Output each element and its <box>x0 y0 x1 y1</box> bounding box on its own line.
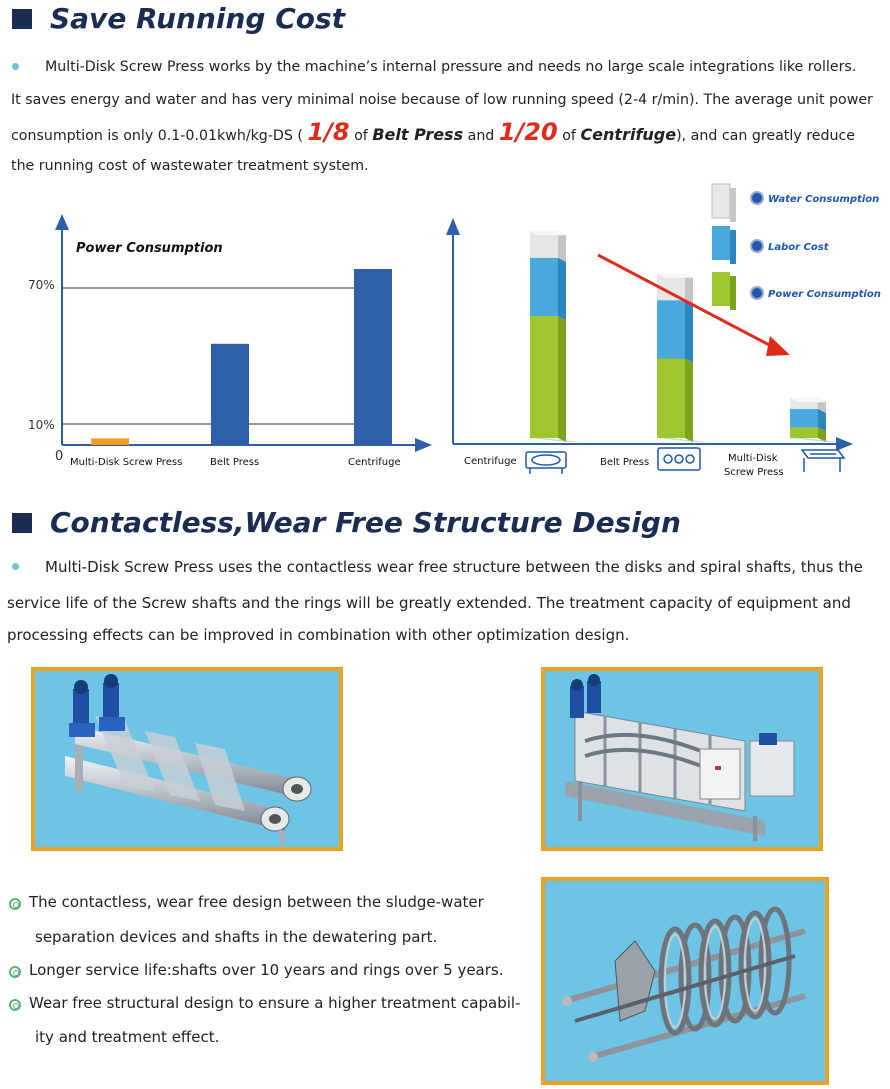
section-title-save-running-cost: Save Running Cost <box>50 2 346 35</box>
section-marker <box>12 513 32 533</box>
bar-belt-press <box>211 344 249 445</box>
disk-stack-photo <box>541 877 829 1085</box>
y-tick-70: 70% <box>28 278 55 292</box>
legend-power: Power Consumption <box>768 289 881 300</box>
feature-1-line-2: separation devices and shafts in the dewatering part. <box>35 928 438 946</box>
feature-3-line-2: ity and treatment effect. <box>35 1028 220 1046</box>
intro-line-4: the running cost of wastewater treatment system. <box>11 158 369 174</box>
cat-belt-press: Belt Press <box>600 457 650 468</box>
ring-bullet-icon <box>9 999 21 1011</box>
x-label-belt-press: Belt Press <box>210 457 260 468</box>
segment-side-belt-press <box>685 274 693 305</box>
belt-press-icon <box>658 448 700 470</box>
bar-shadow-centrifuge <box>530 438 580 442</box>
legend-water: Water Consumption <box>768 194 880 205</box>
segment-side-centrifuge <box>558 258 566 320</box>
legend-labor: Labor Cost <box>768 242 829 253</box>
segment-side-belt-press <box>685 359 693 443</box>
ratio-centrifuge: 1/20 <box>498 118 558 146</box>
y-tick-10: 10% <box>28 418 55 432</box>
ring-bullet-icon <box>9 966 21 978</box>
cat-multi-disk-b: Screw Press <box>724 467 784 478</box>
bullet-dot <box>12 563 19 570</box>
bar-centrifuge <box>354 269 392 445</box>
y-tick-0: 0 <box>55 449 64 464</box>
segment-multi-disk-screw-press-labor-cost <box>790 409 818 428</box>
screw-shafts-photo <box>31 667 343 851</box>
belt-press-text: Belt Press <box>372 125 464 144</box>
x-label-centrifuge: Centrifuge <box>348 457 401 468</box>
segment-belt-press-labor-cost <box>657 300 685 358</box>
segment-multi-disk-screw-press-power-consumption <box>790 427 818 438</box>
segment-side-centrifuge <box>558 231 566 261</box>
dewatering-machine-photo <box>541 667 823 851</box>
power-consumption-chart <box>0 200 440 480</box>
bar-shadow-belt-press <box>657 438 707 442</box>
intro-line-3: consumption is only 0.1-0.01kwh/kg-DS ( 1/8 of Belt Press and 1/20 of Centrifuge), and can greatly reduce <box>11 118 855 146</box>
screw-press-icon <box>802 450 844 472</box>
intro-line-1: Multi-Disk Screw Press works by the machine’s internal pressure and needs no large scale integrations like rollers. <box>4 59 856 75</box>
feature-3-line-1: Wear free structural design to ensure a higher treatment capabil- <box>9 994 520 1012</box>
bullet-dot <box>12 63 19 70</box>
segment-side-belt-press <box>685 300 693 362</box>
feature-1-line-1: The contactless, wear free design between the sludge-water <box>9 893 484 911</box>
bar-shadow-multi-disk-screw-press <box>790 438 840 442</box>
x-label-multi-disk-screw-press: Multi-Disk Screw Press <box>70 457 183 468</box>
segment-side-centrifuge <box>558 316 566 442</box>
section2-line-2: service life of the Screw shafts and the rings will be greatly extended. The treatment capacity of equipment and <box>7 594 851 612</box>
segment-centrifuge-labor-cost <box>530 258 558 316</box>
segment-centrifuge-power-consumption <box>530 316 558 438</box>
section-marker <box>12 9 32 29</box>
cat-centrifuge: Centrifuge <box>464 456 517 467</box>
centrifuge-machine-icon <box>526 452 566 474</box>
section2-line-1: Multi-Disk Screw Press uses the contactless wear free structure between the disks and spiral shafts, thus the <box>4 558 863 576</box>
section2-line-3: processing effects can be improved in combination with other optimization design. <box>7 626 630 644</box>
centrifuge-text: Centrifuge <box>580 125 677 144</box>
chart-title: Power Consumption <box>76 241 223 256</box>
cat-multi-disk-a: Multi-Disk <box>728 453 778 464</box>
bar-multi-disk-screw-press <box>91 438 129 445</box>
ring-bullet-icon <box>9 898 21 910</box>
intro-line-2: It saves energy and water and has very minimal noise because of low running speed (2-4 r/min). The average unit power <box>11 92 873 108</box>
section-title-contactless: Contactless,Wear Free Structure Design <box>50 506 681 539</box>
legend <box>712 184 881 310</box>
ratio-belt: 1/8 <box>307 118 350 146</box>
segment-belt-press-power-consumption <box>657 359 685 439</box>
cost-comparison-chart <box>440 180 890 490</box>
feature-2: Longer service life:shafts over 10 years and rings over 5 years. <box>9 961 504 979</box>
